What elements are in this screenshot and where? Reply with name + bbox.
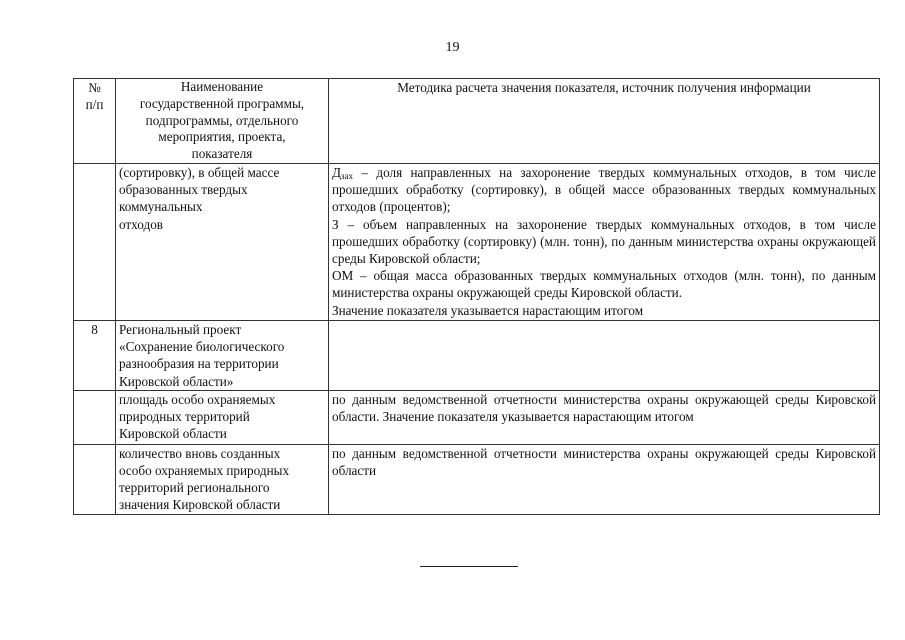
methodology-text: по данным ведомственной отчетности министерства охраны окружающей среды Кировской области. Значение показателя указывается нарастающим итогом <box>332 391 876 425</box>
indicator-name-line: особо охраняемых природных <box>119 463 290 479</box>
row-number <box>74 444 116 514</box>
indicator-name-line: значения Кировской области <box>119 497 281 513</box>
methodology-text: ОМ – общая масса образованных твердых коммунальных отходов (млн. тонн), по данным министерства охраны окружающей среды Кировской области. <box>332 268 876 301</box>
header-method: Методика расчета значения показателя, источник получения информации <box>329 79 880 164</box>
footer-rule <box>420 566 518 567</box>
row-methodology <box>329 321 880 391</box>
row-number: 8 <box>74 321 116 391</box>
indicator-name-line: (сортировку), в общей массе <box>119 165 280 180</box>
methodology-paragraph <box>332 164 876 216</box>
row-methodology <box>329 390 880 444</box>
row-number <box>74 164 116 321</box>
row-indicator-name <box>116 164 329 321</box>
row-indicator-name <box>116 444 329 514</box>
methodology-paragraph <box>332 267 876 301</box>
indicator-name-line: Региональный проект <box>119 322 242 337</box>
header-name-line: Наименование <box>180 79 264 94</box>
row-methodology <box>329 164 880 321</box>
methodology-paragraph <box>332 445 876 479</box>
methodology-text: Значение показателя указывается нарастающим итогом <box>332 302 644 318</box>
methodology-text: по данным ведомственной отчетности министерства охраны окружающей среды Кировской области <box>332 445 876 479</box>
variable-subscript: зах <box>341 171 354 181</box>
indicator-name-line: отходов <box>119 216 164 232</box>
row-indicator-name <box>116 321 329 391</box>
indicator-name-line: количество вновь созданных <box>119 445 281 461</box>
indicator-name-line: коммунальных <box>119 199 203 215</box>
header-number-text: № п/п <box>85 80 104 112</box>
indicator-table <box>73 78 880 515</box>
row-number <box>74 390 116 444</box>
header-name-line: государственной программы, <box>139 95 305 111</box>
methodology-text: – доля направленных на захоронение твердых коммунальных отходов, в том числе прошедших обработку (сортировку), в общей массе образованных твердых коммунальных отходов (процентов); <box>332 165 876 215</box>
methodology-paragraph <box>332 302 876 319</box>
indicator-name-line: природных территорий <box>119 409 250 425</box>
row-indicator-name <box>116 390 329 444</box>
indicator-name-line: образованных твердых <box>119 182 248 198</box>
table-header-row <box>74 79 880 164</box>
header-name <box>116 79 329 164</box>
methodology-paragraph <box>332 391 876 425</box>
header-name-line: показателя <box>191 146 253 162</box>
indicator-name-line: «Сохранение биологического <box>119 339 285 355</box>
indicator-name-line: Кировской области» <box>119 373 234 389</box>
table-row <box>74 444 880 514</box>
variable-symbol: Д <box>332 165 341 180</box>
table-row <box>74 390 880 444</box>
table-row <box>74 321 880 391</box>
row-methodology <box>329 444 880 514</box>
page-number: 19 <box>445 40 460 55</box>
indicator-name-line: разнообразия на территории <box>119 356 279 372</box>
header-name-line: мероприятия, проекта, <box>158 129 286 145</box>
indicator-name-line: Кировской области <box>119 426 227 442</box>
indicator-name-line: площадь особо охраняемых <box>119 391 276 407</box>
header-number <box>74 79 116 164</box>
methodology-paragraph <box>332 216 876 268</box>
methodology-text: З – объем направленных на захоронение твердых коммунальных отходов, в том числе прошедших обработку (сортировку) (млн. тонн), по данным министерства охраны окружающей среды Кировской области; <box>332 216 876 267</box>
header-name-line: подпрограммы, отдельного <box>145 112 299 128</box>
indicator-name-line: территорий регионального <box>119 480 270 496</box>
table-row <box>74 164 880 321</box>
